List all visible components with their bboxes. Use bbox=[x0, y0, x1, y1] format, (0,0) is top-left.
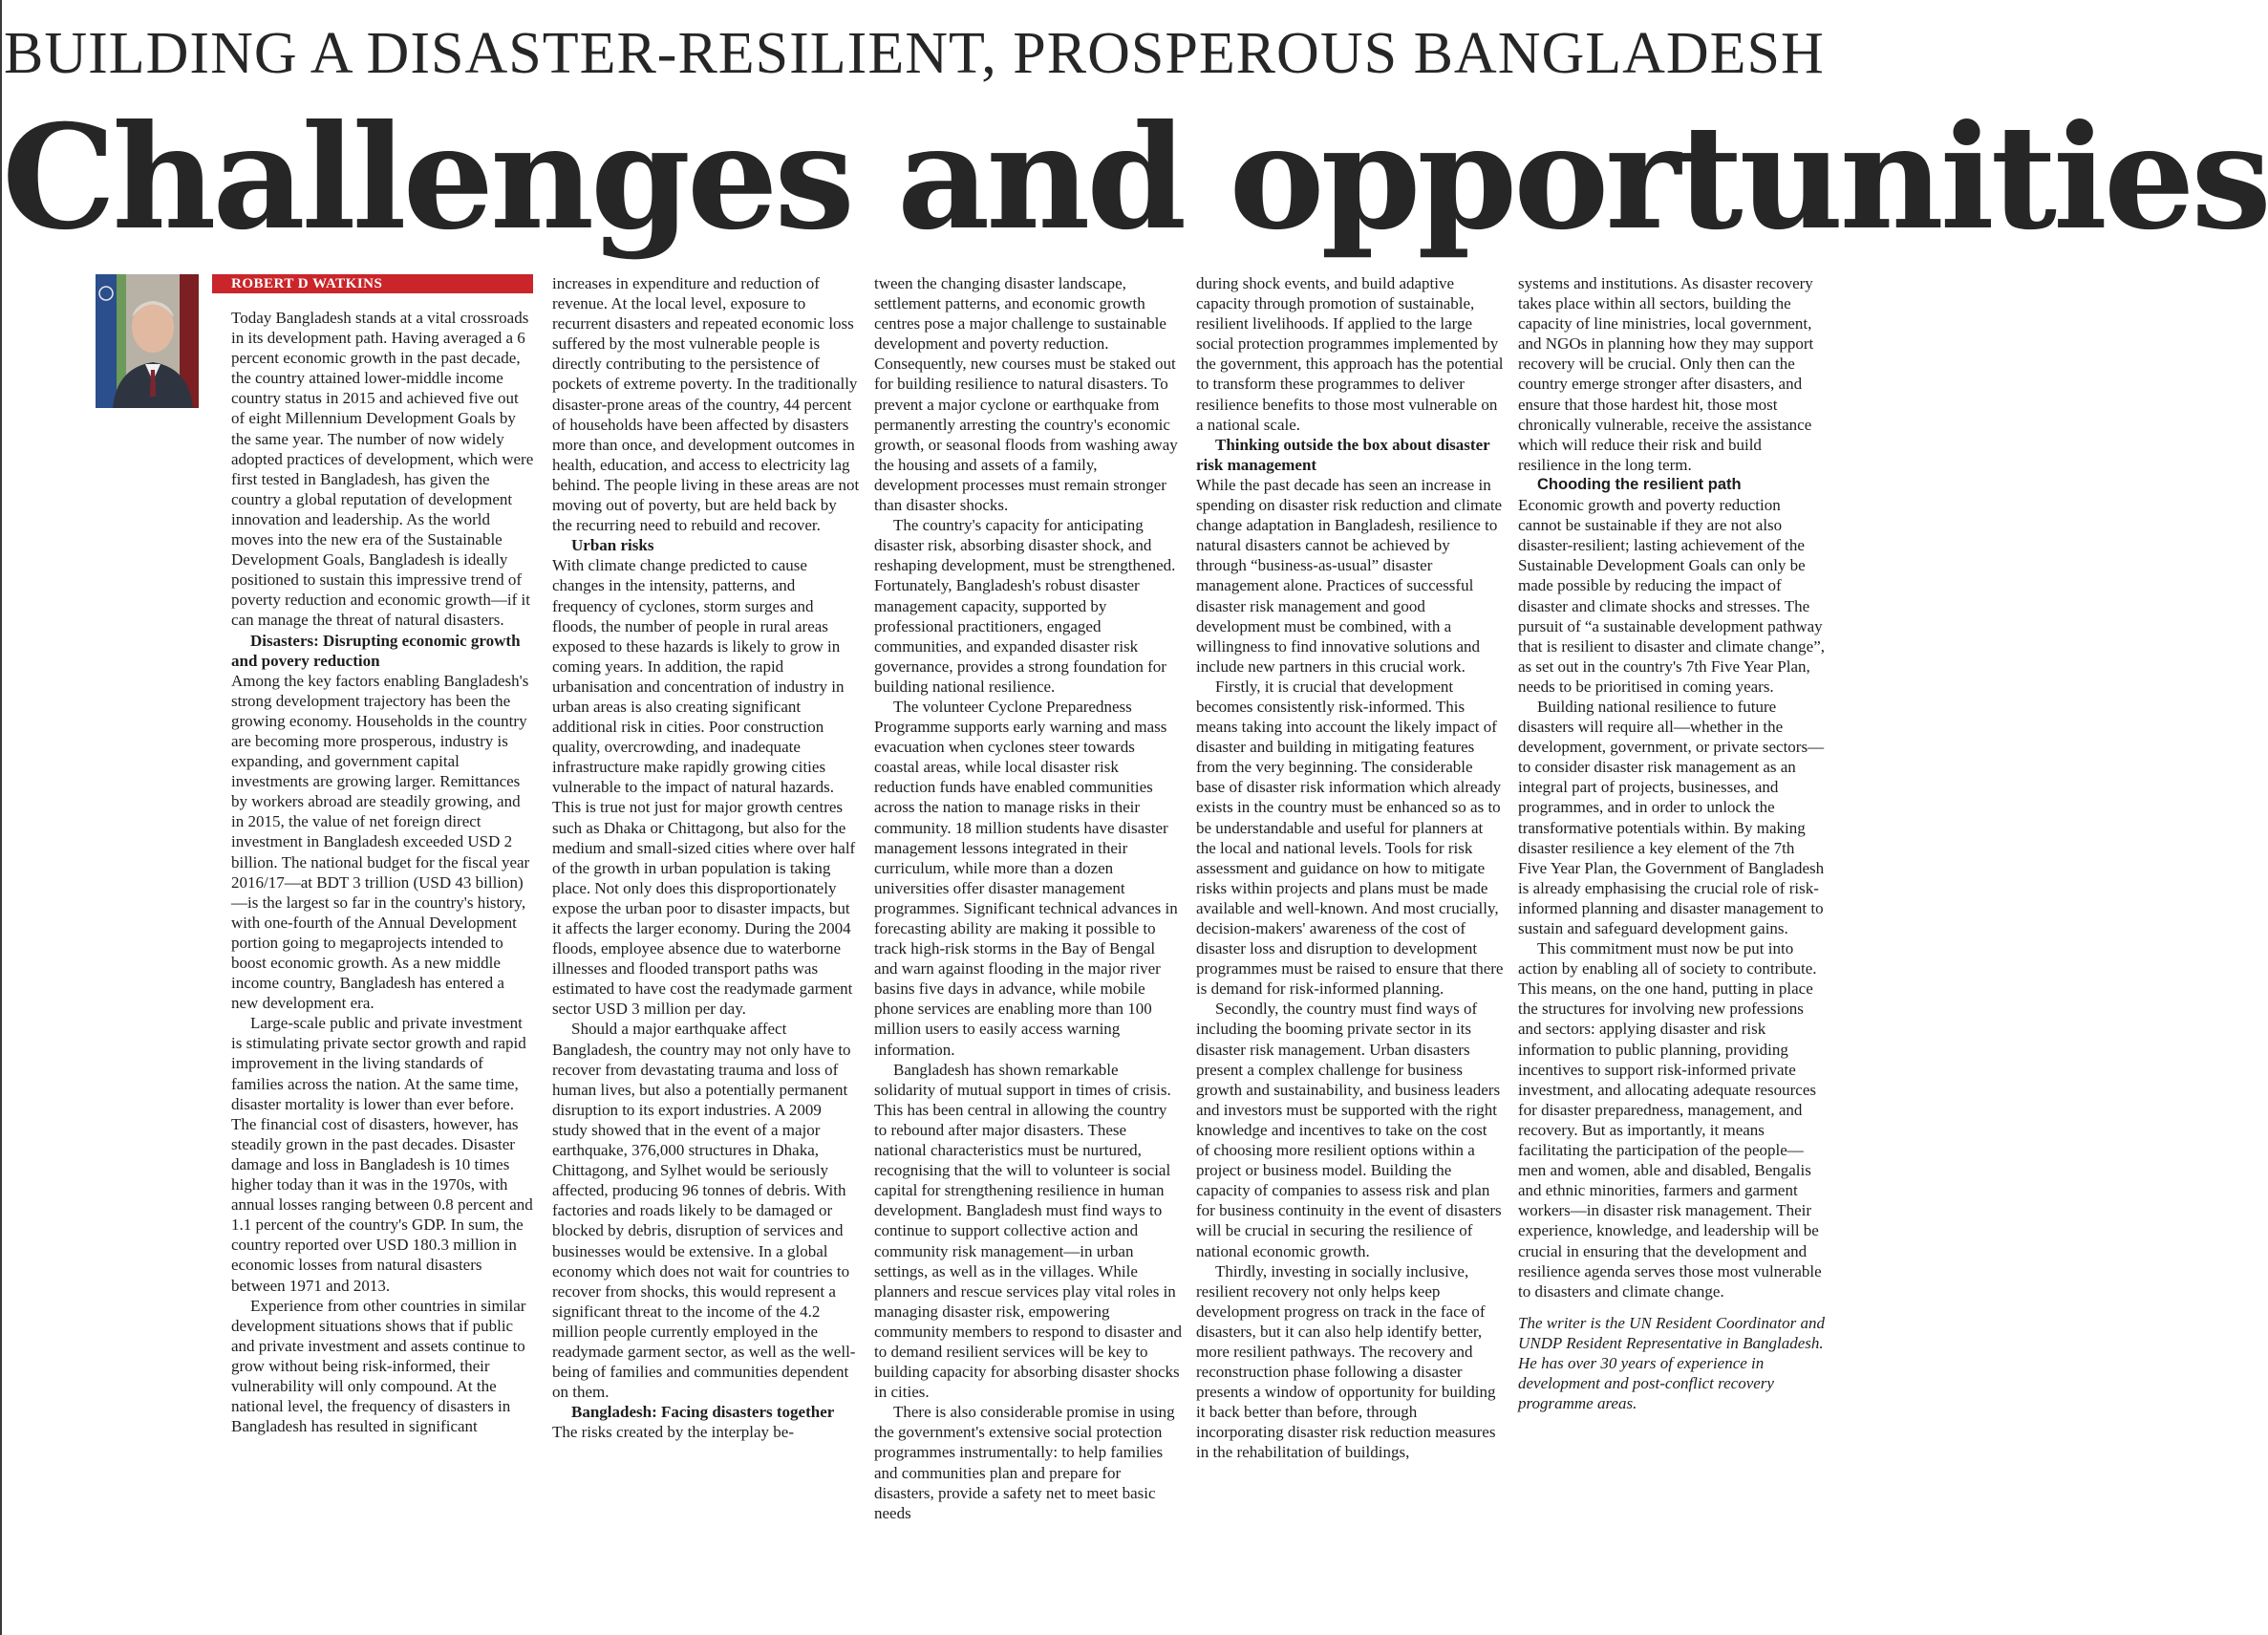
body-paragraph: There is also considerable promise in using the government's extensive social protection programmes instrumentally: to help families and communities plan and prepare for disasters, provide a safety net to meet basic needs bbox=[874, 1403, 1175, 1522]
body-paragraph: The country's capacity for anticipating disaster risk, absorbing disaster shock, and reshaping development, must be strengthened. Fortunately, Bangladesh's robust disaster management capacity, supported by professional practitioners, engaged communities, and expanded disaster risk governance, provides a strong foundation for building national resilience. bbox=[874, 516, 1176, 696]
article-column-4 bbox=[1196, 273, 1504, 1463]
body-paragraph: tween the changing disaster landscape, settlement patterns, and economic growth centres pose a major challenge to sustainable development and poverty reduction. Consequently, new courses must be staked out for building resilience to natural disasters. To prevent a major cyclone or earthquake from permanently arresting the country's economic growth, or seasonal floods from washing away the housing and assets of a family, development processes must remain stronger than disaster shocks. bbox=[874, 274, 1178, 515]
article-column-1 bbox=[231, 308, 535, 1436]
article-column-2 bbox=[552, 273, 860, 1442]
subheading: Chooding the resilient path bbox=[1537, 475, 1742, 493]
body-paragraph: The risks created by the interplay be- bbox=[552, 1423, 795, 1442]
article-column-5 bbox=[1518, 273, 1826, 1413]
body-paragraph: during shock events, and build adaptive capacity through promotion of sustainable, resilient livelihoods. If applied to the large social protection programmes implemented by the government, this approach has the potential to transform these programmes to deliver resilience benefits to those most vulnerable on a national scale. bbox=[1196, 274, 1504, 434]
body-paragraph: Thirdly, investing in socially inclusive, resilient recovery not only helps keep development progress on track in the face of disasters, but it can also help identify better, more resilient pathways. The recovery and reconstruction phase following a disaster presents a window of opportunity for building it back better than before, through incorporating disaster risk reduction measures in the rehabilitation of buildings, bbox=[1196, 1261, 1496, 1462]
body-paragraph: Large-scale public and private investment is stimulating private sector growth and rapid improvement in the living standards of families across the nation. At the same time, disaster mortality is lower than ever before. The financial cost of disasters, however, has steadily grown in the past decades. Disaster damage and loss in Bangladesh is 10 times higher today than it was in the 1970s, with annual losses ranging between 0.8 percent and 1.1 percent of the country's GDP. In sum, the country reported over USD 180.3 million in economic losses from natural disasters between 1971 and 2013. bbox=[231, 1014, 533, 1295]
author-photo bbox=[96, 274, 199, 408]
body-paragraph: Bangladesh has shown remarkable solidarity of mutual support in times of crisis. This has been central in allowing the country to rebound after major disasters. These national characteristics must be nurtured, recognising that the will to volunteer is social capital for strengthening resilience in human development. Bangladesh must find ways to continue to support collective action and community risk management—in urban settings, as well as in the villages. While planners and rescue services play vital roles in managing disaster risk, empowering community members to respond to disaster and to demand resilient services will be key to building capacity for absorbing disaster shocks in cities. bbox=[874, 1060, 1182, 1402]
body-paragraph: Firstly, it is crucial that development becomes consistently risk-informed. This means taking into account the likely impact of disaster and building in mitigating features from the very beginning. The considerable base of disaster risk information which already exists in the country must be enhanced so as to be understandable and useful for planners at the local and national levels. Tools for risk assessment and guidance on how to mitigate risks within projects and plans must be made available and well-known. And most crucially, decision-makers' awareness of the cost of disaster loss and disruption to development programmes must be raised to ensure that there is demand for risk-informed planning. bbox=[1196, 677, 1504, 999]
body-paragraph: Should a major earthquake affect Bangladesh, the country may not only have to recover from devastating trauma and loss of human lives, but also a potentially permanent disruption to its export industries. A 2009 study showed that in the event of a major earthquake, 376,000 structures in Dhaka, Chittagong, and Sylhet would be seriously affected, producing 96 tonnes of debris. With factories and roads likely to be damaged or blocked by debris, disruption of services and businesses would be extensive. In a global economy which does not wait for countries to recover from shocks, this would represent a significant threat to the income of the 4.2 million people currently employed in the readymade garment sector, as well as the well-being of families and communities dependent on them. bbox=[552, 1020, 856, 1402]
subheading: Thinking outside the box about disaster risk management bbox=[1196, 435, 1490, 474]
subheading: Urban risks bbox=[571, 536, 654, 555]
article-column-3 bbox=[874, 273, 1182, 1523]
headline: Challenges and opportunities bbox=[2, 94, 2268, 262]
body-paragraph: Secondly, the country must find ways of including the booming private sector in its disaster risk management. Urban disasters present a complex challenge for business growth and sustainability, and business leaders and investors must be supported with the right knowledge and incentives to take on the cost of choosing more resilient options within a project or business model. Building the capacity of companies to assess risk and plan for business continuity in the event of disasters will be crucial in securing the resilience of national economic growth. bbox=[1196, 1000, 1502, 1260]
body-paragraph: Today Bangladesh stands at a vital crossroads in its development path. Having averaged a 6 percent economic growth in the past decade, the country attained lower-middle income country status in 2015 and achieved five out of eight Millennium Development Goals by the same year. The number of now widely adopted practices of development, which were first tested in Bangladesh, has given the country a global reputation of development innovation and leadership. As the world moves into the new era of the Sustainable Development Goals, Bangladesh is ideally positioned to sustain this impressive trend of poverty reduction and economic growth—if it can manage the threat of natural disasters. bbox=[231, 309, 534, 630]
body-paragraph: With climate change predicted to cause changes in the intensity, patterns, and frequency of cyclones, storm surges and floods, the number of people in rural areas exposed to these hazards is likely to grow in coming years. In addition, the rapid urbanisation and concentration of industry in urban areas is also creating significant additional risk in cities. Poor construction quality, overcrowding, and inadequate infrastructure make rapidly growing cities vulnerable to the impact of natural hazards. This is true not just for major growth centres such as Dhaka or Chittagong, but also for the medium and small-sized cities where over half of the growth in urban population is taking place. Not only does this disproportionately expose the urban poor to disaster impacts, but it affects the larger economy. During the 2004 floods, employee absence due to waterborne illnesses and flooded transport paths was estimated to have cost the readymade garment sector USD 3 million per day. bbox=[552, 556, 856, 1019]
body-paragraph: Experience from other countries in similar development situations shows that if public and private investment and assets continue to grow without being risk-informed, their vulnerability will only compound. At the national level, the frequency of disasters in Bangladesh has resulted in significant bbox=[231, 1296, 526, 1436]
body-paragraph: Among the key factors enabling Bangladesh's strong development trajectory has been the growing economy. Households in the country are becoming more prosperous, industry is expanding, and government capital investments are growing larger. Remittances by workers abroad are steadily growing, and in 2015, the value of net foreign direct investment in Bangladesh exceeded USD 2 billion. The national budget for the fiscal year 2016/17—at BDT 3 trillion (USD 43 billion)—is the largest so far in the country's history, with one-fourth of the Annual Development portion going to megaprojects intended to boost economic growth. As a new middle income country, Bangladesh has entered a new development era. bbox=[231, 671, 530, 1013]
body-paragraph: Building national resilience to future disasters will require all—whether in the development, government, or private sectors—to consider disaster risk management as an integral part of projects, businesses, and programmes, and in order to unlock the transformative potentials within. By making disaster resilience a key element of the 7th Five Year Plan, the Government of Bangladesh is already emphasising the crucial role of risk-informed planning and disaster management to sustain and safeguard development gains. bbox=[1518, 697, 1825, 937]
body-paragraph: While the past decade has seen an increase in spending on disaster risk reduction and climate change adaptation in Bangladesh, resilience to natural disasters cannot be achieved by through “business-as-usual” disaster management alone. Practices of successful disaster risk management and good development must be combined, with a willingness to find innovative solutions and include new partners in this crucial work. bbox=[1196, 475, 1503, 676]
body-paragraph: The volunteer Cyclone Preparedness Programme supports early warning and mass evacuation when cyclones steer towards coastal areas, while local disaster risk reduction funds have enabled communities across the nation to manage risks in their community. 18 million students have disaster management lessons integrated in their curriculum, while more than a dozen universities offer disaster management programmes. Significant technical advances in forecasting ability are making it possible to track high-risk storms in the Bay of Bengal and warn against flooding in the major river basins five days in advance, while mobile phone services are enabling more than 100 million users to easily access warning information. bbox=[874, 697, 1178, 1059]
author-note: The writer is the UN Resident Coordinator and UNDP Resident Representative in Bangladesh. He has over 30 years of experience in development and post-conflict recovery programme areas. bbox=[1518, 1313, 1825, 1413]
subheading: Bangladesh: Facing disasters together bbox=[571, 1403, 835, 1422]
body-paragraph: increases in expenditure and reduction of revenue. At the local level, exposure to recurrent disasters and repeated economic loss suffered by the most vulnerable people is directly contributing to the persistence of pockets of extreme poverty. In the traditionally disaster-prone areas of the country, 44 percent of households have been affected by disasters more than once, and development outcomes in health, education, and access to electricity lag behind. The people living in these areas are not moving out of poverty, but are held back by the recurring need to rebuild and recover. bbox=[552, 274, 860, 535]
body-paragraph: Economic growth and poverty reduction cannot be sustainable if they are not also disaster-resilient; lasting achievement of the Sustainable Development Goals can only be made possible by reducing the impact of disaster and climate shocks and stresses. The pursuit of “a sustainable development pathway that is resilient to disaster and climate change”, as set out in the country's 7th Five Year Plan, needs to be prioritised in coming years. bbox=[1518, 496, 1825, 696]
body-paragraph: This commitment must now be put into action by enabling all of society to contribute. This means, on the one hand, putting in place the structures for involving new professions and sectors: applying disaster and risk information to public planning, providing incentives to support risk-informed private investment, and allocating adequate resources for disaster preparedness, management, and recovery. But as importantly, it means facilitating the participation of the people—men and women, able and disabled, Bengalis and ethnic minorities, farmers and garment workers—in disaster risk management. Their experience, knowledge, and leadership will be crucial in ensuring that the development and resilience agenda serves those most vulnerable to disasters and climate change. bbox=[1518, 939, 1822, 1301]
byline: ROBERT D WATKINS bbox=[212, 274, 533, 293]
section-kicker: BUILDING A DISASTER-RESILIENT, PROSPEROUS BANGLADESH bbox=[4, 21, 1825, 86]
subheading: Disasters: Disrupting economic growth and povery reduction bbox=[231, 631, 521, 670]
body-paragraph: systems and institutions. As disaster recovery takes place within all sectors, building the capacity of line ministries, local government, and NGOs in planning how they may support recovery will be crucial. Only then can the country emerge stronger after disasters, and ensure that those hardest hit, those most chronically vulnerable, receive the assistance which will reduce their risk and build resilience in the long term. bbox=[1518, 274, 1814, 474]
